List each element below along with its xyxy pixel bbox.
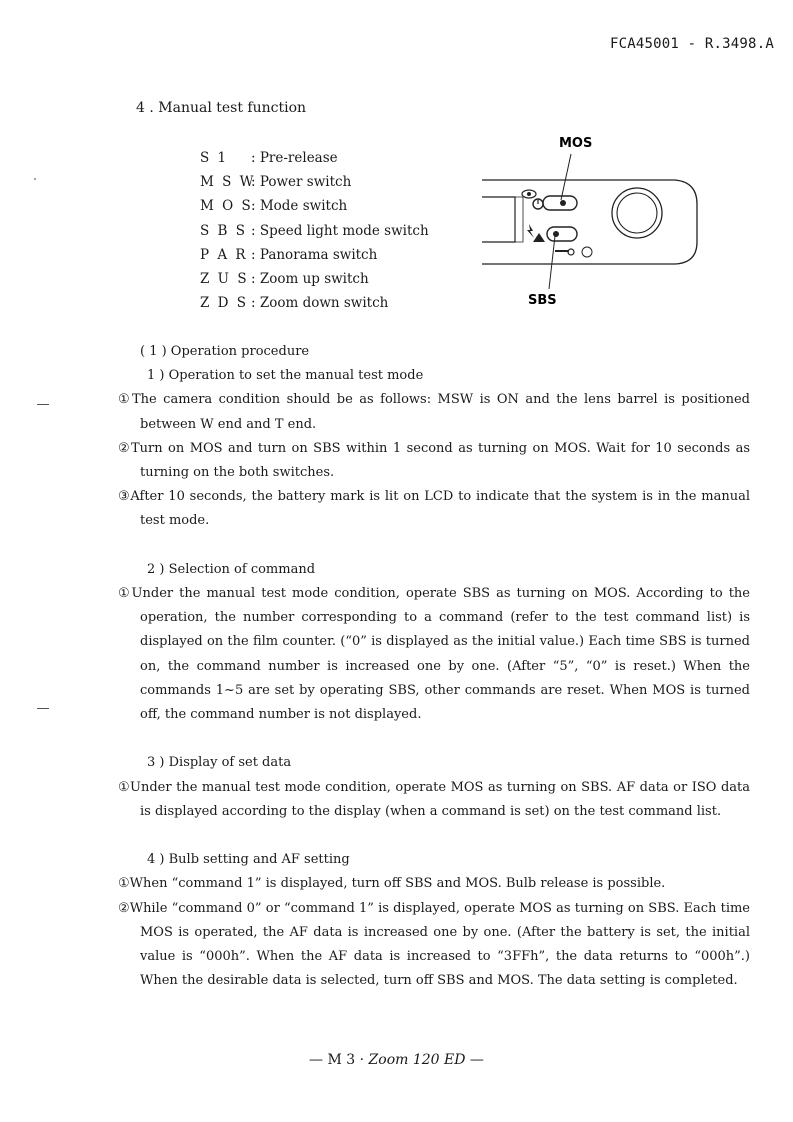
panorama-icon <box>555 249 574 255</box>
abbreviation-row <box>200 219 429 243</box>
margin-mark <box>37 404 49 405</box>
abbreviation-code: S 1 <box>200 150 229 166</box>
grip-outline <box>482 197 515 242</box>
abbreviation-row <box>200 267 429 291</box>
abbreviation-row <box>200 146 429 170</box>
spacer <box>118 824 750 848</box>
abbreviation-row <box>200 170 429 194</box>
abbreviation-desc: : Zoom down switch <box>251 295 389 312</box>
sbs-label: SBS <box>528 293 557 308</box>
abbreviation-desc: : Speed light mode switch <box>251 222 429 239</box>
section-title: 4 . Manual test function <box>136 100 307 116</box>
lens-ring-inner <box>617 193 657 233</box>
self-timer-icon <box>533 199 543 209</box>
flash-icon <box>527 224 534 238</box>
page-footer <box>0 1052 793 1068</box>
procedure-step: ②While “command 0” or “command 1” is displayed, operate MOS as turning on SBS. Each time MOS is operated, the AF data is increased one by one. (After the battery is set, the initial value is “000h”. When the AF data is increased to “3FFh”, the data returns to “000h”.) When the desirable data is selected, turn off SBS and MOS. The data setting is completed. <box>118 900 750 989</box>
abbreviation-code: S B S <box>200 222 247 239</box>
camera-body-outline <box>482 180 697 264</box>
camera-switch-diagram <box>475 130 715 315</box>
abbreviation-desc: : Power switch <box>251 174 352 191</box>
grip-step <box>515 197 523 242</box>
margin-mark <box>37 708 49 709</box>
procedure-step: ①The camera condition should be as follows: MSW is ON and the lens barrel is positioned between W end and T end. <box>118 392 750 432</box>
lens-ring-outer <box>612 188 662 238</box>
abbreviation-desc: : Panorama switch <box>251 246 378 263</box>
abbreviation-row <box>200 291 429 315</box>
procedure-step: ①When “command 1” is displayed, turn off SBS and MOS. Bulb release is possible. <box>118 876 666 892</box>
landscape-icon <box>533 233 545 242</box>
subsection-heading: 4 ) Bulb setting and AF setting <box>147 852 350 868</box>
abbreviation-row <box>200 243 429 267</box>
document-id: FCA45001 - R.3498.A <box>610 36 774 52</box>
procedure-step: ①Under the manual test mode condition, operate SBS as turning on MOS. According to the operation, the number corresponding to a command (refer to the test command list) is displayed on the film counter. (“0” is displayed as the initial value.) Each time SBS is turned on, the command number is increased one by one. (After “5”, “0” is reset.) When the commands 1~5 are set by operating SBS, other commands are reset. When MOS is turned off, the command number is not displayed. <box>118 586 750 723</box>
sbs-leader-line <box>549 236 555 289</box>
abbreviation-desc: : Mode switch <box>251 198 348 215</box>
margin-dot <box>34 178 36 180</box>
subsection-heading: 3 ) Display of set data <box>147 755 292 771</box>
sbs-switch <box>547 227 577 241</box>
sbs-switch-knob <box>553 231 559 237</box>
abbreviation-code: M S W <box>200 174 256 191</box>
procedure-step: ①Under the manual test mode condition, operate MOS as turning on SBS. AF data or ISO data is displayed according to the display (when a command is set) on the test command list. <box>118 779 750 819</box>
procedure-step: ③After 10 seconds, the battery mark is lit on LCD to indicate that the system is in the manual test mode. <box>118 489 750 529</box>
abbreviation-code: Z D S <box>200 295 249 312</box>
red-eye-icon <box>522 190 536 198</box>
abbreviation-code: Z U S <box>200 271 249 288</box>
spacer <box>118 534 750 558</box>
mos-label: MOS <box>559 136 593 151</box>
abbreviation-code: M O S <box>200 198 253 215</box>
footer-dash: — <box>465 1052 484 1068</box>
mos-switch-knob <box>560 200 566 206</box>
procedure-body <box>118 340 750 993</box>
abbreviation-list <box>200 146 429 315</box>
abbreviation-desc: : Zoom up switch <box>251 271 369 288</box>
spacer <box>118 727 750 751</box>
panorama-switch <box>582 247 592 257</box>
abbreviation-row <box>200 194 429 218</box>
subsection-heading: 2 ) Selection of command <box>147 561 316 577</box>
subsection-heading: 1 ) Operation to set the manual test mode <box>147 368 424 384</box>
procedure-heading: ( 1 ) Operation procedure <box>140 344 310 359</box>
mos-leader-line <box>561 154 571 200</box>
abbreviation-code: P A R <box>200 246 248 263</box>
footer-page-number: — M 3 · <box>309 1052 369 1068</box>
procedure-step: ②Turn on MOS and turn on SBS within 1 second as turning on MOS. Wait for 10 seconds as turning on the both switches. <box>118 440 750 481</box>
abbreviation-desc: : Pre-release <box>251 150 338 166</box>
footer-model-name: Zoom 120 ED <box>368 1052 466 1068</box>
